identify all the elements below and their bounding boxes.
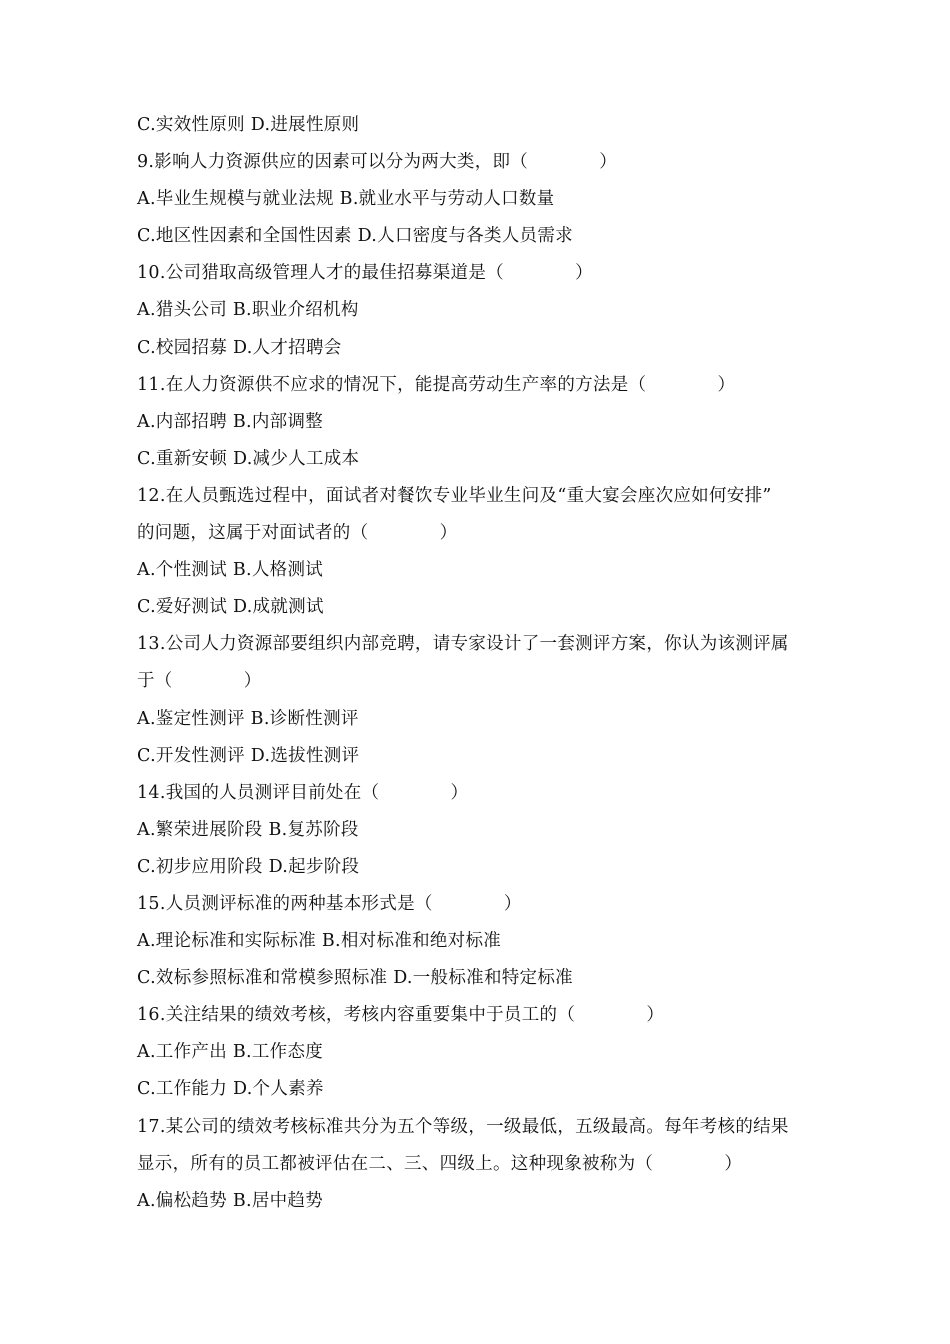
text-line: C.实效性原则 D.进展性原则 bbox=[137, 115, 360, 135]
text-line: 的问题，这属于对面试者的（ ） bbox=[137, 523, 458, 544]
question-9: 9.影响人力资源供应的因素可以分为两大类，即（ ） bbox=[137, 152, 618, 173]
question-12: 12.在人员甄选过程中，面试者对餐饮专业毕业生问及“重大宴会座次应如何安排” bbox=[137, 485, 772, 506]
question-16: 16.关注结果的绩效考核，考核内容重要集中于员工的（ ） bbox=[137, 1005, 665, 1026]
text-line: C.校园招募 D.人才招聘会 bbox=[137, 337, 342, 358]
text-line: A.工作产出 B.工作态度 bbox=[137, 1042, 324, 1063]
text-line: C.初步应用阶段 D.起步阶段 bbox=[137, 856, 360, 877]
question-13: 13.公司人力资源部要组织内部竞聘，请专家设计了一套测评方案，你认为该测评属 bbox=[137, 634, 789, 655]
question-14: 14.我国的人员测评目前处在（ ） bbox=[137, 782, 469, 803]
text-line: A.内部招聘 B.内部调整 bbox=[137, 411, 324, 432]
question-10: 10.公司猎取高级管理人才的最佳招募渠道是（ ） bbox=[137, 263, 593, 284]
text-line: C.爱好测试 D.成就测试 bbox=[137, 597, 324, 618]
text-line: C.开发性测评 D.选拔性测评 bbox=[137, 745, 360, 766]
text-line: A.猎头公司 B.职业介绍机构 bbox=[137, 300, 359, 321]
text-line: A.个性测试 B.人格测试 bbox=[137, 560, 324, 581]
text-line: A.理论标准和实际标准 B.相对标准和绝对标准 bbox=[137, 931, 502, 952]
text-line: A.偏松趋势 B.居中趋势 bbox=[137, 1190, 324, 1211]
text-line: C.地区性因素和全国性因素 D.人口密度与各类人员需求 bbox=[137, 226, 573, 247]
question-list bbox=[137, 107, 857, 1220]
question-15: 15.人员测评标准的两种基本形式是（ ） bbox=[137, 893, 522, 914]
question-17: 17.某公司的绩效考核标准共分为五个等级，一级最低，五级最高。每年考核的结果 bbox=[137, 1116, 789, 1137]
text-line: A.毕业生规模与就业法规 B.就业水平与劳动人口数量 bbox=[137, 189, 555, 210]
text-line: C.重新安顿 D.减少人工成本 bbox=[137, 448, 360, 469]
question-11: 11.在人力资源供不应求的情况下，能提高劳动生产率的方法是（ ） bbox=[137, 374, 736, 395]
text-line: A.鉴定性测评 B.诊断性测评 bbox=[137, 708, 359, 729]
text-line: C.效标参照标准和常模参照标准 D.一般标准和特定标准 bbox=[137, 968, 573, 989]
text-line: 显示，所有的员工都被评估在二、三、四级上。这种现象被称为（ ） bbox=[137, 1153, 743, 1174]
text-line: 于（ ） bbox=[137, 671, 262, 692]
text-line: C.工作能力 D.个人素养 bbox=[137, 1079, 324, 1100]
text-line: A.繁荣进展阶段 B.复苏阶段 bbox=[137, 819, 359, 840]
